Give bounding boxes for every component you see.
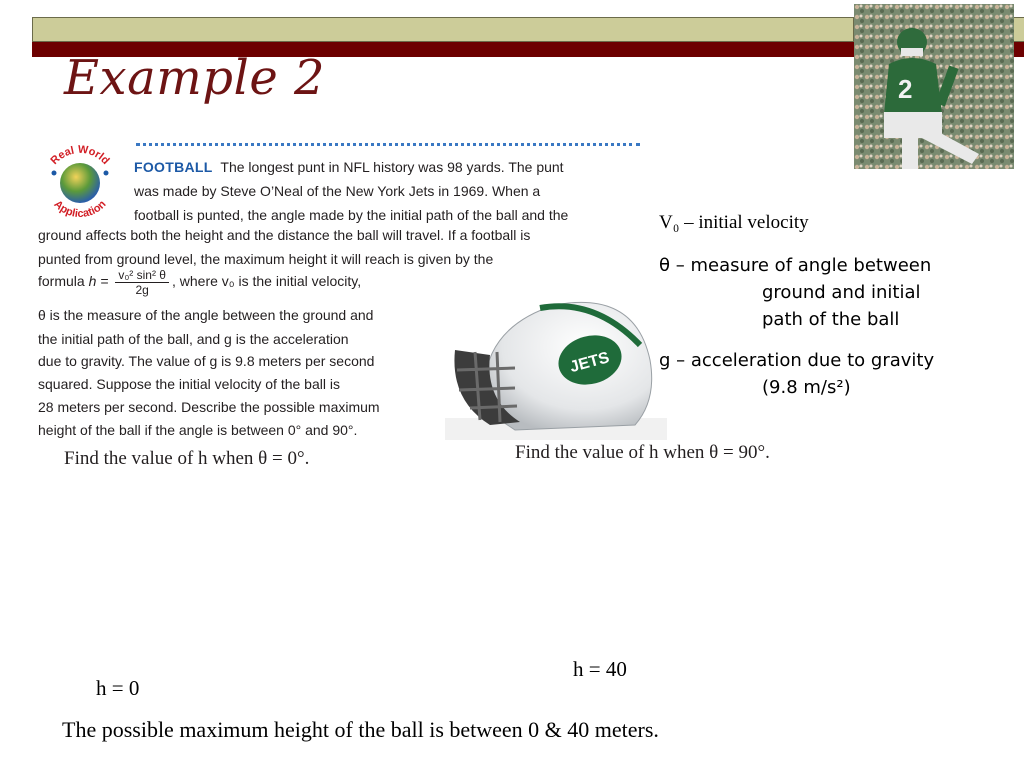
textbook-line-9: due to gravity. The value of g is 9.8 meters per second [38, 353, 375, 369]
svg-text:JETS: JETS [568, 349, 612, 377]
formula-lhs: h = [88, 273, 109, 290]
textbook-line-1-text: The longest punt in NFL history was 98 yards. The punt [220, 159, 564, 175]
textbook-line-2: was made by Steve O’Neal of the New York Jets in 1969. When a [134, 183, 541, 199]
definition-theta-line-1: θ – measure of angle between [659, 255, 932, 276]
textbook-line-7: θ is the measure of the angle between the ground and [38, 307, 374, 323]
definition-gravity-line-1: g – acceleration due to gravity [659, 350, 935, 371]
formula-denominator: 2g [135, 283, 149, 297]
formula-prefix: formula [38, 273, 85, 290]
textbook-line-10: squared. Suppose the initial velocity of the ball is [38, 376, 340, 392]
dotted-divider [136, 143, 640, 146]
textbook-formula-line [38, 268, 361, 297]
textbook-line-8: the initial path of the ball, and g is the acceleration [38, 331, 349, 347]
textbook-line-11: 28 meters per second. Describe the possible maximum [38, 399, 380, 415]
textbook-line-12: height of the ball if the angle is between 0° and 90°. [38, 422, 358, 438]
header-bar-olive [32, 17, 854, 42]
definition-gravity [659, 347, 999, 401]
definition-theta [659, 252, 999, 333]
formula-numerator: v₀² sin² θ [115, 268, 169, 283]
globe-icon [38, 143, 122, 227]
conclusion-text: The possible maximum height of the ball is between 0 & 40 meters. [62, 717, 659, 742]
badge-text-top: Real World [48, 143, 112, 168]
formula-suffix: , where v₀ is the initial velocity, [171, 273, 362, 290]
svg-text:2: 2 [898, 74, 913, 104]
textbook-line-5: punted from ground level, the maximum height it will reach is given by the [38, 251, 494, 267]
football-player-illustration [854, 4, 1014, 169]
answer-h-40: h = 40 [573, 657, 627, 681]
slide-title: Example 2 [64, 50, 326, 106]
textbook-line-4: ground affects both the height and the distance the ball will travel. If a football is [38, 227, 531, 243]
find-h-theta-90: Find the value of h when θ = 90°. [515, 442, 770, 463]
badge-text-bottom: Application [51, 198, 109, 221]
answer-h-0: h = 0 [96, 676, 140, 700]
definition-gravity-line-2: (9.8 m/s²) [762, 377, 851, 398]
football-player-photo [854, 4, 1014, 169]
find-h-theta-0: Find the value of h when θ = 0°. [64, 448, 310, 469]
real-world-application-badge [38, 143, 122, 227]
definition-theta-line-3: path of the ball [762, 309, 900, 330]
helmet-icon [445, 290, 667, 440]
textbook-line-3: football is punted, the angle made by the initial path of the ball and the [134, 207, 569, 223]
textbook-line-1 [134, 155, 564, 179]
definition-theta-line-2: ground and initial [762, 282, 921, 303]
formula-fraction [115, 268, 169, 297]
definition-initial-velocity: V₀ – initial velocity [659, 212, 809, 233]
jets-helmet-image [445, 290, 667, 440]
textbook-heading: FOOTBALL [134, 159, 213, 175]
